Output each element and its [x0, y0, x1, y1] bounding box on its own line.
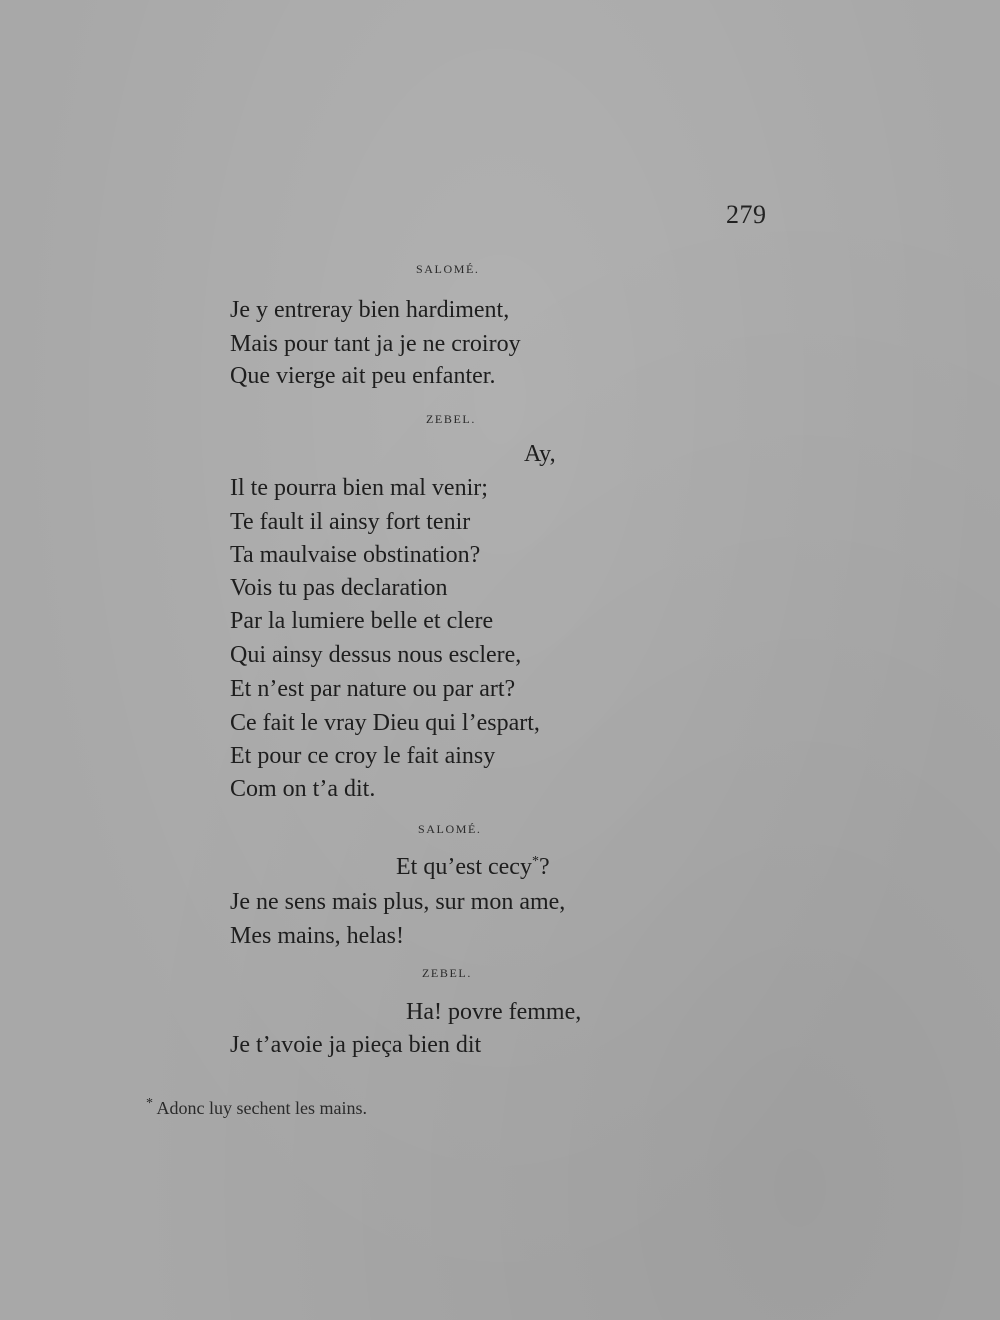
verse-line: Ha! povre femme,: [406, 999, 582, 1025]
verse-line: Qui ainsy dessus nous esclere,: [230, 642, 522, 668]
verse-line: Et pour ce croy le fait ainsy: [230, 743, 496, 769]
speaker-name: SALOMÉ.: [418, 822, 482, 836]
verse-line: Il te pourra bien mal venir;: [230, 475, 488, 501]
speaker-name: ZEBEL.: [426, 412, 476, 426]
footnote-reference: *: [531, 854, 539, 869]
page-number: 279: [726, 200, 767, 229]
verse-line: Que vierge ait peu enfanter.: [230, 363, 496, 389]
footnote: [146, 1098, 367, 1119]
footnote-text: Adonc luy sechent les mains.: [153, 1098, 367, 1118]
verse-line: Mais pour tant ja je ne croiroy: [230, 331, 521, 357]
verse-line-with-footnote: [396, 853, 550, 881]
speaker-name: SALOMÉ.: [416, 262, 480, 276]
verse-punctuation: ?: [538, 854, 550, 880]
speaker-name: ZEBEL.: [422, 966, 472, 980]
verse-text: Et qu’est cecy: [396, 854, 532, 880]
verse-line: Et n’est par nature ou par art?: [230, 676, 516, 702]
verse-line: Ta maulvaise obstination?: [230, 542, 481, 568]
verse-line: Par la lumiere belle et clere: [230, 608, 494, 634]
verse-line: Ce fait le vray Dieu qui l’espart,: [230, 710, 540, 736]
verse-line: Je t’avoie ja pieça bien dit: [230, 1032, 482, 1058]
verse-line: Com on t’a dit.: [230, 776, 376, 802]
verse-line: Vois tu pas declaration: [230, 575, 448, 601]
footnote-mark: *: [146, 1096, 153, 1111]
verse-line: Mes mains, helas!: [230, 923, 404, 949]
verse-line: Je ne sens mais plus, sur mon ame,: [230, 889, 566, 915]
verse-line: Te fault il ainsy fort tenir: [230, 509, 471, 535]
verse-line: Je y entreray bien hardiment,: [230, 297, 510, 323]
verse-line: Ay,: [524, 441, 556, 467]
